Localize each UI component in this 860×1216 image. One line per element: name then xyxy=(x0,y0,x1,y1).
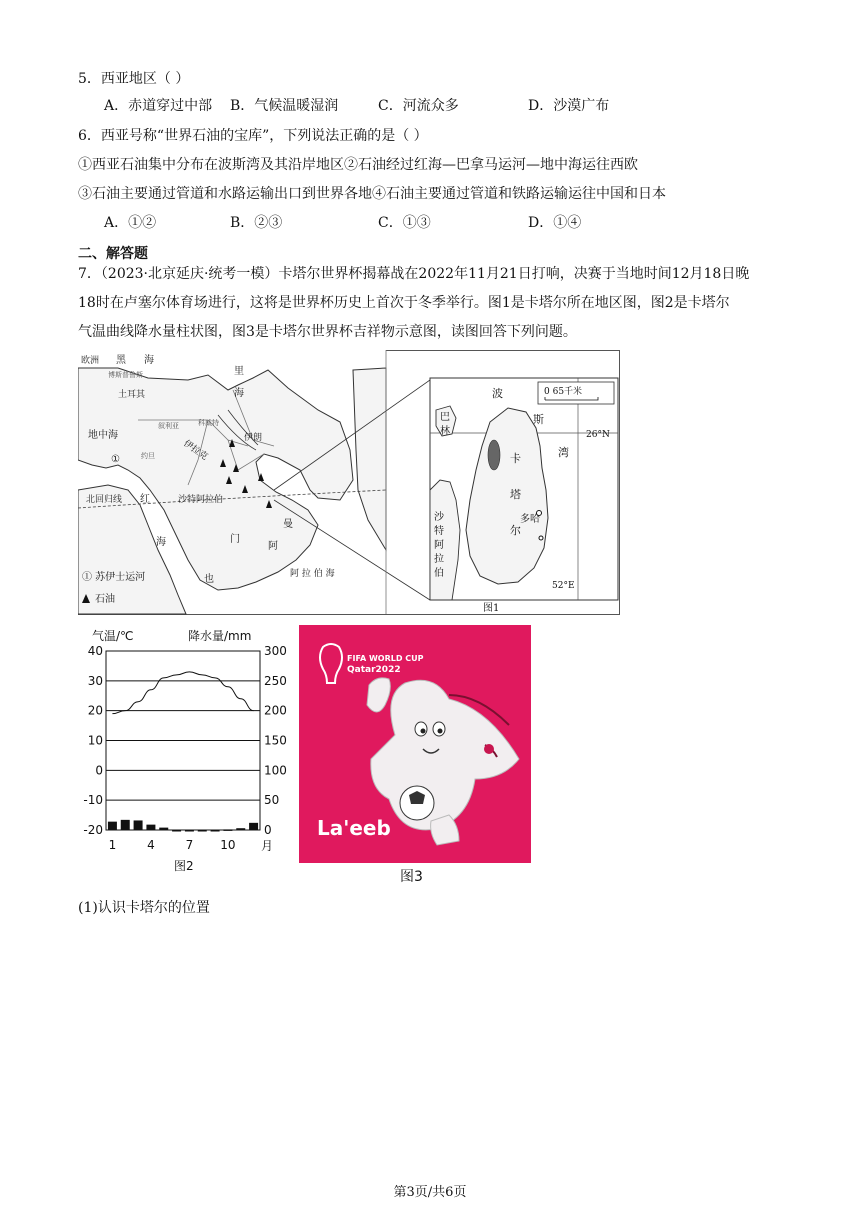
precip-bar-8 xyxy=(198,830,207,832)
climate-chart xyxy=(78,626,290,874)
label-black-sea: 海 xyxy=(144,355,154,366)
label-tropic: 北回归线 xyxy=(86,495,123,505)
figure-1-map xyxy=(78,350,620,615)
label-turkey: 土耳其 xyxy=(118,390,146,400)
label-yemen-2: 也 xyxy=(204,574,214,585)
precip-tick-label: 300 xyxy=(264,644,287,658)
precip-bar-10 xyxy=(223,829,232,831)
month-unit: 月 xyxy=(261,839,274,853)
temp-tick-label: -20 xyxy=(83,823,103,837)
label-doha: 多哈 xyxy=(520,514,540,525)
q7-sub-1: (1)认识卡塔尔的位置 xyxy=(78,900,210,916)
label-bo: 波 xyxy=(492,387,503,400)
label-yemen-1: 门 xyxy=(230,534,240,545)
temp-tick-label: 10 xyxy=(87,733,103,748)
temp-tick-label: 30 xyxy=(87,673,103,688)
lon-label: 52°E xyxy=(552,581,575,591)
label-red-sea: 海 xyxy=(156,537,166,548)
label-bahrain-2: 林 xyxy=(440,426,450,437)
precip-bar-3 xyxy=(134,820,143,830)
poster-art xyxy=(299,625,531,863)
month-tick-label: 7 xyxy=(185,838,194,852)
label-qatar-3: 尔 xyxy=(510,524,521,537)
label-si: 斯 xyxy=(533,413,544,426)
q6-stem: 6．西亚号称“世界石油的宝库”，下列说法正确的是（ ） xyxy=(78,128,428,144)
label-mediterranean: 地中海 xyxy=(88,430,118,441)
west-asia-map xyxy=(78,350,386,614)
figure-2-caption: 图2 xyxy=(174,859,194,873)
q6-statement-2: ③石油主要通过管道和水路运输出口到世界各地④石油主要通过管道和铁路运输运往中国和日本 xyxy=(78,186,666,202)
precip-bar-5 xyxy=(159,828,168,830)
label-wan: 湾 xyxy=(558,446,569,459)
month-tick-label: 4 xyxy=(147,838,155,852)
chart-grid xyxy=(106,651,260,830)
precip-bar-1 xyxy=(108,822,117,830)
label-europe: 欧洲 xyxy=(81,356,100,366)
label-saudi-2: 特 xyxy=(434,526,444,537)
chart-ticks xyxy=(83,644,287,852)
label-saudi-4: 拉 xyxy=(434,554,444,565)
page-footer: 第3页/共6页 xyxy=(393,1185,467,1200)
q5-option-c: C．河流众多 xyxy=(378,98,459,114)
temp-tick-label: 40 xyxy=(87,644,103,658)
label-black: 黑 xyxy=(116,355,126,366)
label-iraq: 伊拉克 xyxy=(181,438,210,463)
chart-title-precip: 降水量/mm xyxy=(188,629,252,643)
label-saudi-1: 沙 xyxy=(434,512,444,523)
legend-suez: ① 苏伊士运河 xyxy=(82,572,146,583)
label-caspian-2: 海 xyxy=(234,388,244,399)
label-kuwait: 科威特 xyxy=(198,419,219,427)
q6-option-b: B．②③ xyxy=(230,215,283,231)
q5-option-b: B．气候温暖湿润 xyxy=(230,98,339,114)
precip-bar-2 xyxy=(121,820,130,830)
precip-tick-label: 0 xyxy=(264,823,272,837)
label-bahrain-1: 巴 xyxy=(440,412,450,423)
temperature-line xyxy=(112,672,253,714)
q6-option-d: D．①④ xyxy=(528,215,582,231)
q7-line-1: 7．（2023·北京延庆·统考一模）卡塔尔世界杯揭幕战在2022年11月21日打响，决赛于当地时间12月18日晚 xyxy=(78,266,750,282)
precip-tick-label: 200 xyxy=(264,703,287,718)
precip-tick-label: 250 xyxy=(264,673,287,688)
label-bosporus: 博斯普鲁斯 xyxy=(108,371,143,379)
q6-statement-1: ①西亚石油集中分布在波斯湾及其沿岸地区②石油经过红海—巴拿马运河—地中海运往西欧 xyxy=(78,157,638,173)
label-iran: 伊朗 xyxy=(244,433,263,443)
brand-line-2: Qatar2022 xyxy=(347,665,401,675)
label-qatar-1: 卡 xyxy=(510,452,521,465)
scale-label: 0 65千米 xyxy=(544,387,583,397)
month-tick-label: 10 xyxy=(220,838,236,852)
mascot-poster xyxy=(299,625,531,863)
label-oman: 曼 xyxy=(283,519,293,530)
qatar-inset-map xyxy=(430,378,618,600)
precip-tick-label: 100 xyxy=(264,763,287,778)
month-tick-label: 1 xyxy=(108,838,117,852)
q5-option-a: A．赤道穿过中部 xyxy=(104,98,213,114)
legend-oil: 石油 xyxy=(95,594,115,605)
label-caspian-1: 里 xyxy=(234,366,244,377)
precip-bar-6 xyxy=(172,830,181,832)
temp-tick-label: 20 xyxy=(87,703,103,718)
label-saudi-5: 伯 xyxy=(434,568,444,579)
label-saudi-3: 阿 xyxy=(434,540,444,551)
precip-tick-label: 50 xyxy=(264,793,280,808)
q5-stem: 5．西亚地区（ ） xyxy=(78,71,190,87)
label-red: 红 xyxy=(140,494,150,505)
label-arabian-sea: 阿 拉 伯 海 xyxy=(290,569,335,579)
mascot-name: La'eeb xyxy=(317,816,391,840)
q6-option-c: C．①③ xyxy=(378,215,431,231)
q6-option-a: A．①② xyxy=(104,215,157,231)
figure-3-caption: 图3 xyxy=(400,869,423,885)
temp-tick-label: -10 xyxy=(83,793,103,808)
q5-option-d: D．沙漠广布 xyxy=(528,98,610,114)
label-syria: 叙利亚 xyxy=(158,422,179,430)
precip-tick-label: 150 xyxy=(264,733,287,748)
world-cup-emblem-icon xyxy=(320,644,342,683)
figure-1-caption: 图1 xyxy=(483,603,500,614)
label-suez-number: ① xyxy=(111,454,120,465)
label-a: 阿 xyxy=(268,541,278,552)
q7-line-3: 气温曲线降水量柱状图，图3是卡塔尔世界杯吉祥物示意图，读图回答下列问题。 xyxy=(78,324,577,340)
label-jordan: 约旦 xyxy=(141,452,155,460)
label-qatar-2: 塔 xyxy=(510,488,521,501)
precip-bar-7 xyxy=(185,830,194,832)
precip-bar-11 xyxy=(236,828,245,830)
chart-title-temp: 气温/℃ xyxy=(92,629,134,643)
lat-label: 26°N xyxy=(586,430,610,440)
temp-tick-label: 0 xyxy=(95,763,103,778)
precip-bar-9 xyxy=(211,830,220,832)
q7-line-2: 18时在卢塞尔体育场进行，这将是世界杯历史上首次于冬季举行。图1是卡塔尔所在地区图，图2是卡塔尔 xyxy=(78,295,730,311)
brand-line-1: FIFA WORLD CUP xyxy=(347,654,424,663)
label-saudi: 沙特阿拉伯 xyxy=(178,495,224,505)
precip-bar-12 xyxy=(249,823,258,830)
precip-bar-4 xyxy=(146,825,155,830)
section-heading: 二、解答题 xyxy=(78,246,148,262)
